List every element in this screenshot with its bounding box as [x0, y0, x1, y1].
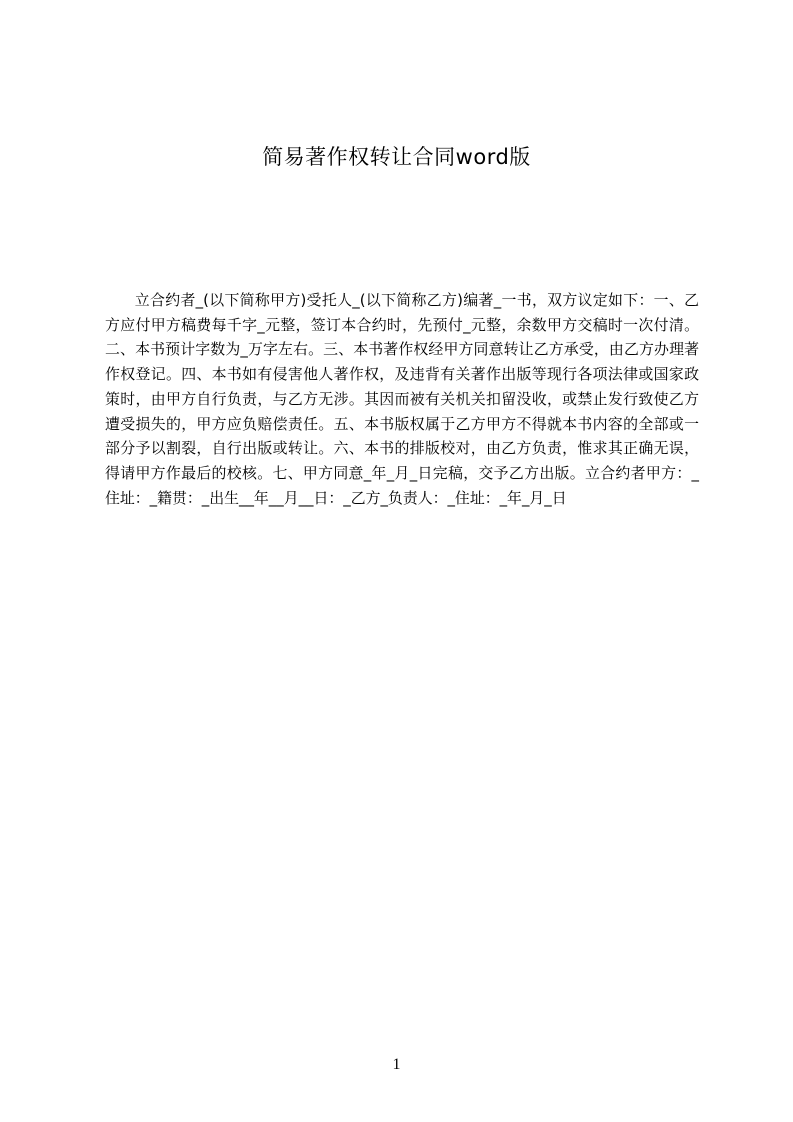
document-body-paragraph: 立合约者_(以下简称甲方)受托人_(以下简称乙方)编著_一书，双方议定如下：一、乙方应付甲方稿费每千字_元整，签订本合约时，先预付_元整，余数甲方交稿时一次付清。二、本书预计字数为_万字左右。三、本书著作权经甲方同意转让乙方承受，由乙方办理著作权登记。四、本书如有侵害他人著作权，及违背有关著作出版等现行各项法律或国家政策时，由甲方自行负责，与乙方无涉。其因而被有关机关扣留没收，或禁止发行致使乙方遭受损失的，甲方应负赔偿责任。五、本书版权属于乙方甲方不得就本书内容的全部或一部分予以割裂，自行出版或转让。六、本书的排版校对，由乙方负责，惟求其正确无误，得请甲方作最后的校核。七、甲方同意_年_月_日完稿，交予乙方出版。立合约者甲方：_住址：_籍贯：_出生__年__月__日：_乙方_负责人：_住址：_年_月_日: [105, 291, 699, 507]
page-number: 1: [392, 1056, 401, 1073]
document-title: 简易著作权转让合同word版: [262, 145, 531, 169]
